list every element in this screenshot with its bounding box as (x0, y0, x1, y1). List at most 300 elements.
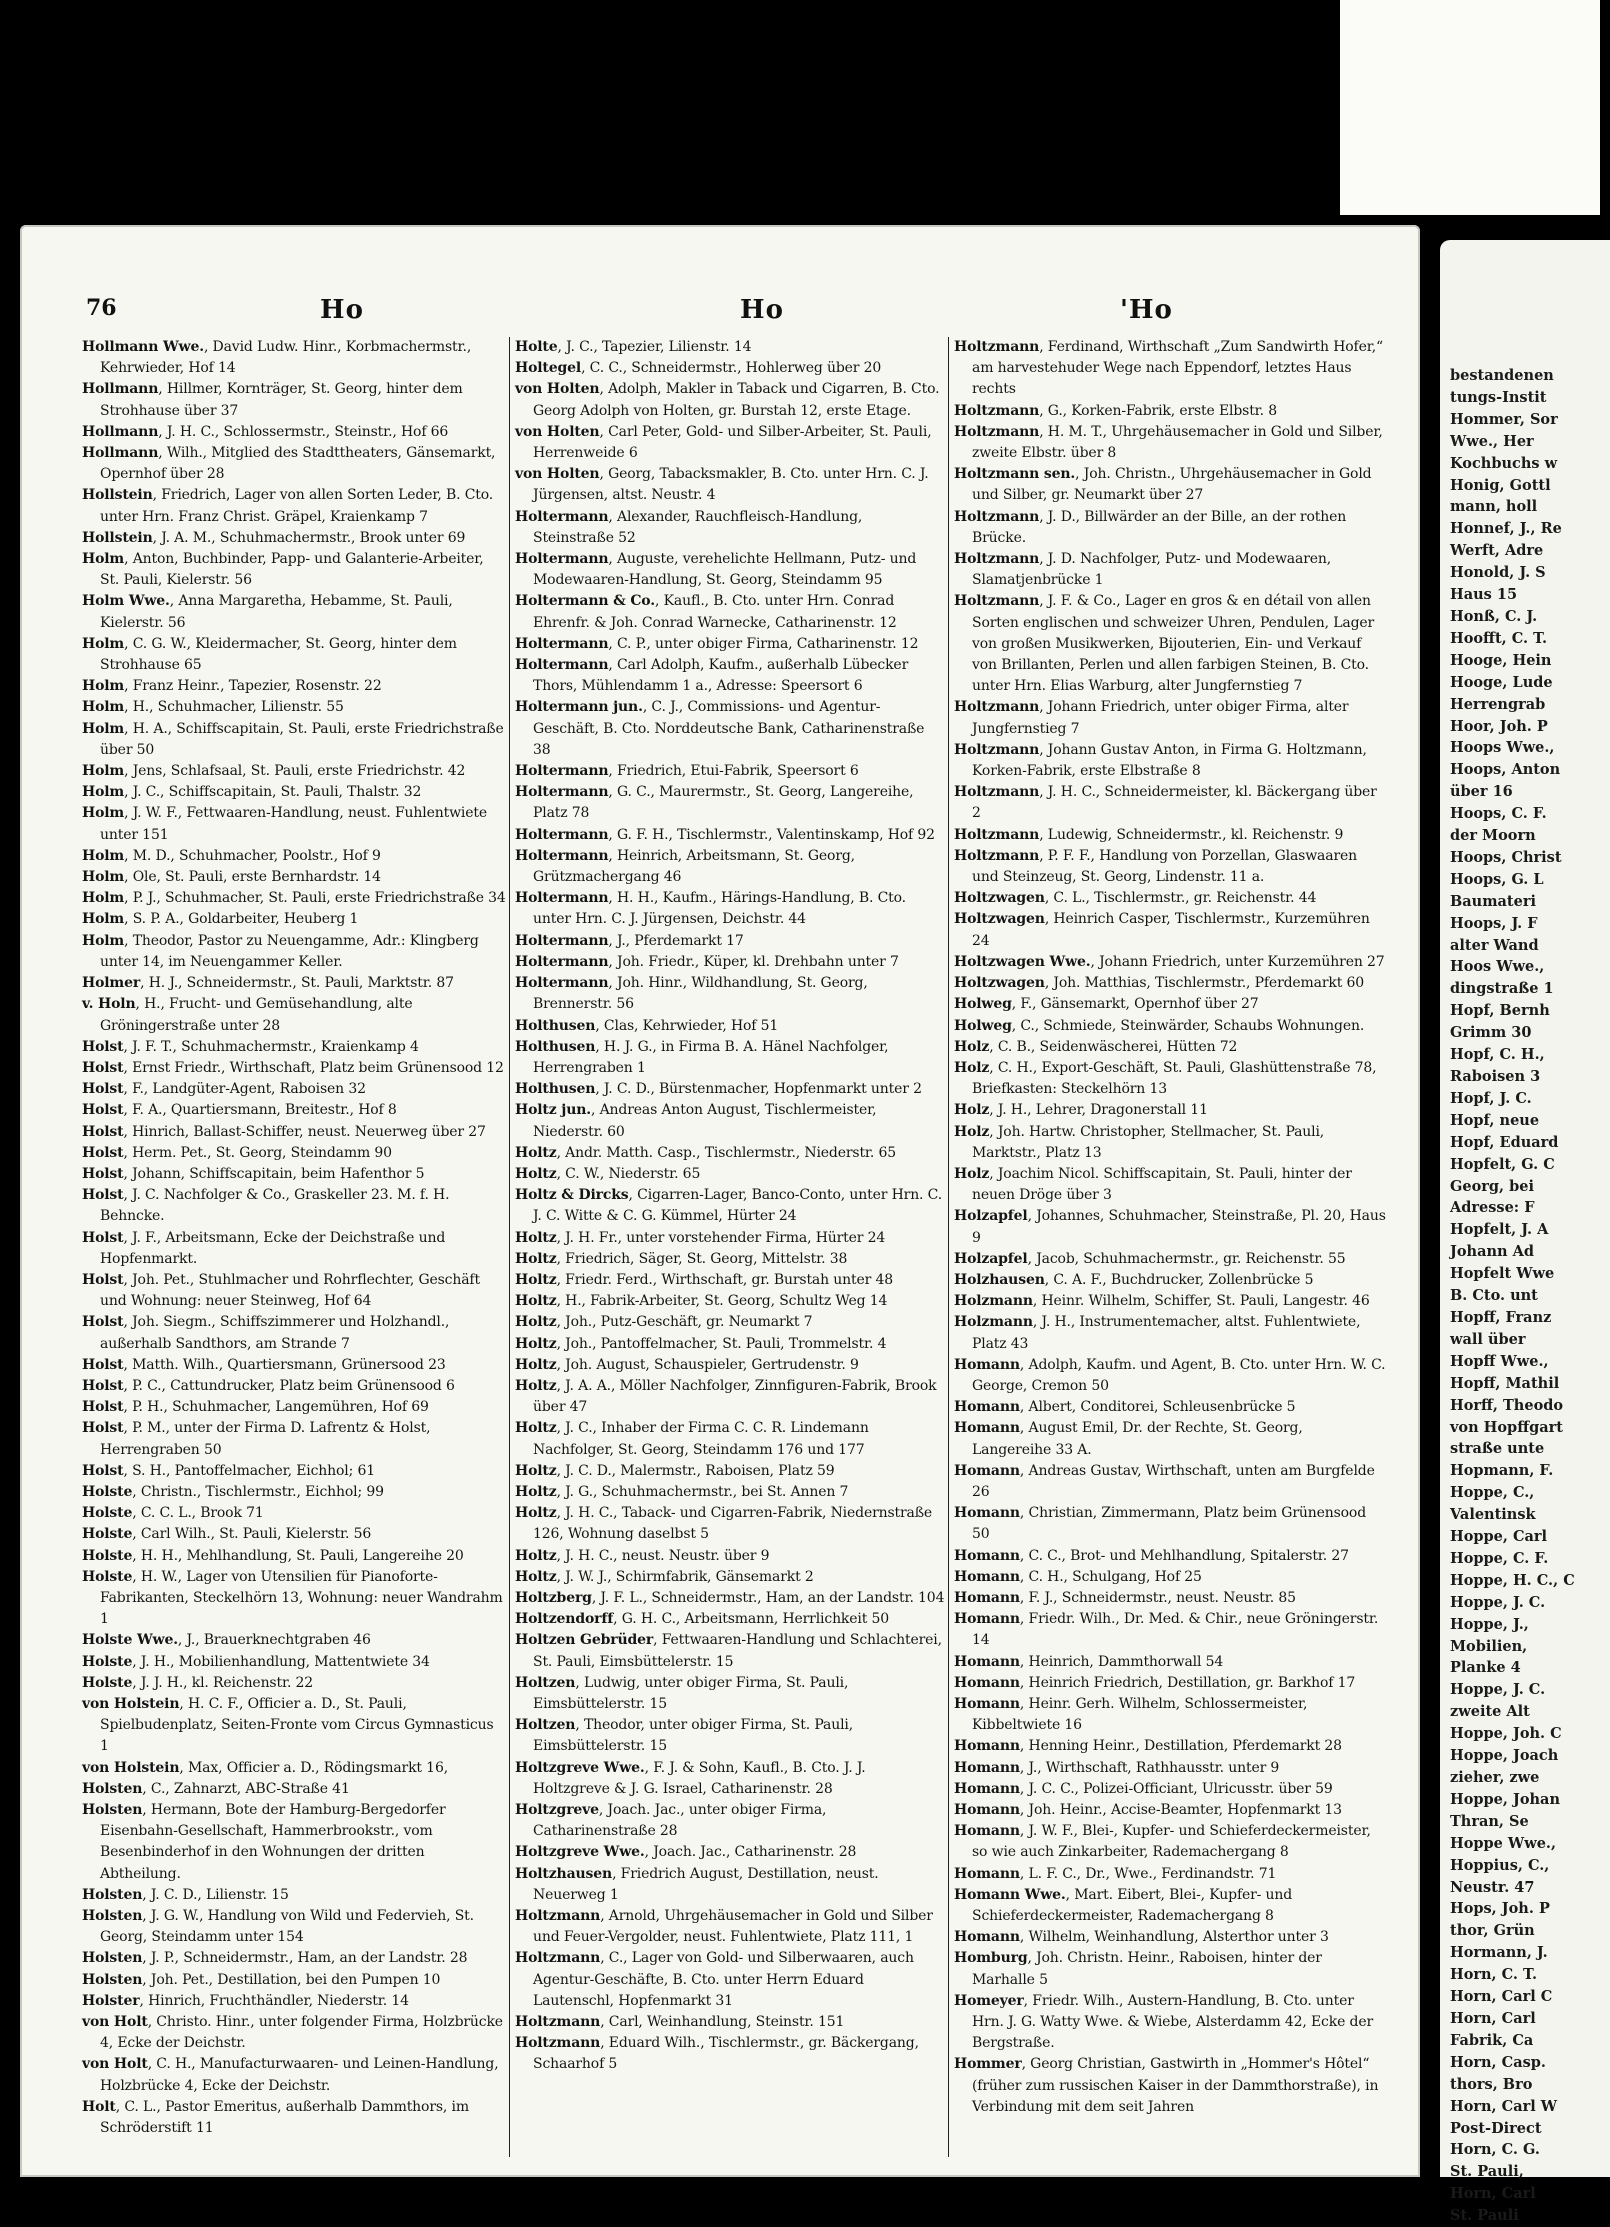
directory-entry: Holst, F. A., Quartiersmann, Breitestr., Hof 8 (82, 1102, 397, 1119)
directory-entry: Holtermann, G. F. H., Tischlermstr., Valentinskamp, Hof 92 (515, 826, 935, 843)
directory-entry: Holste, H. H., Mehlhandlung, St. Pauli, Langereihe 20 (82, 1547, 464, 1564)
entry-name: Holm (82, 678, 125, 695)
directory-entry: Holste Wwe., J., Brauerknechtgraben 46 (82, 1632, 371, 1649)
directory-entry: Holtegel, C. C., Schneidermstr., Hohlerweg über 20 (515, 360, 882, 377)
entry-name: Holtzwagen (954, 911, 1045, 928)
directory-entry: Holste, J. H., Mobilienhandlung, Mattentwiete 34 (82, 1653, 430, 1670)
entry-name: Holtzberg (515, 1589, 592, 1606)
adjacent-page-line: Adresse: F (1450, 1199, 1535, 1217)
entry-name: Holtermann (515, 847, 609, 864)
directory-entry: Holm, H., Schuhmacher, Lilienstr. 55 (82, 699, 344, 716)
entry-name: Holm (82, 932, 125, 949)
entry-name: Holtzmann (954, 402, 1040, 419)
entry-name: Holst (82, 1462, 124, 1479)
adjacent-page-text (1440, 365, 1575, 2227)
adjacent-page-line: Hoofft, C. T. (1450, 629, 1548, 647)
directory-entry: Holmer, H. J., Schneidermstr., St. Pauli, Marktstr. 87 (82, 975, 454, 992)
directory-entry: Holweg, F., Gänsemarkt, Opernhof über 27 (954, 996, 1259, 1013)
directory-entry: von Holstein, H. C. F., Officier a. D., St. Pauli, Spielbudenplatz, Seiten-Fronte vom Circus Gymnasticus 1 (82, 1696, 494, 1755)
adjacent-page-line: Hopmann, F. (1450, 1462, 1554, 1480)
adjacent-page-line: Hoops, Anton (1450, 761, 1561, 779)
column-divider (948, 337, 949, 2157)
directory-entry: Holtzmann, C., Lager von Gold- und Silberwaaren, auch Agentur-Geschäfte, B. Cto. unter Herrn Eduard Lautenschl, Hopfenmarkt 31 (515, 1950, 914, 2009)
entry-name: Holtermann (515, 657, 609, 674)
directory-entry: Homann, J. C. C., Polizei-Officiant, Ulricusstr. über 59 (954, 1780, 1333, 1797)
directory-entry: Holm, Franz Heinr., Tapezier, Rosenstr. 22 (82, 678, 382, 695)
directory-entry: Holtermann, Joh. Friedr., Küper, kl. Drehbahn unter 7 (515, 953, 899, 970)
entry-name: Hollmann (82, 381, 159, 398)
directory-entry: Holzmann, Heinr. Wilhelm, Schiffer, St. Pauli, Langestr. 46 (954, 1293, 1370, 1310)
adjacent-page-line: Hoppe, J. C. (1450, 1593, 1546, 1611)
directory-entry: Holste, C. C. L., Brook 71 (82, 1505, 264, 1522)
adjacent-page-line: Mobilien, (1450, 1637, 1528, 1655)
directory-entry: Holtz, J. W. J., Schirmfabrik, Gänsemarkt 2 (515, 1568, 814, 1585)
directory-entry: Holtz, J. H. C., neust. Neustr. über 9 (515, 1547, 770, 1564)
entry-name: Holm (82, 551, 125, 568)
entry-name: Holtzwagen Wwe. (954, 953, 1091, 970)
directory-entry: Homann, Christian, Zimmermann, Platz beim Grünensood 50 (954, 1505, 1367, 1543)
directory-entry: Holtzmann, J. H. C., Schneidermeister, kl. Bäckergang über 2 (954, 784, 1377, 822)
directory-entry: Hommer, Georg Christian, Gastwirth in „Hommer's Hôtel“ (früher zum russischen Kaiser in der Dammthorstraße), in Verbindung mit dem seit Jahren (954, 2056, 1379, 2115)
adjacent-page-line: Hooge, Hein (1450, 651, 1552, 669)
directory-entry: Holtz, Friedr. Ferd., Wirthschaft, gr. Burstah unter 48 (515, 1271, 893, 1288)
adjacent-page-line: Neustr. 47 (1450, 1878, 1535, 1896)
directory-entry: Holm, M. D., Schuhmacher, Poolstr., Hof 9 (82, 847, 381, 864)
entry-name: Holtzmann (954, 593, 1040, 610)
entry-name: Holtermann & Co. (515, 593, 655, 610)
adjacent-page-line: der Moorn (1450, 827, 1536, 845)
adjacent-page-line: Hops, Joh. P (1450, 1900, 1550, 1918)
entry-name: Holtzen (515, 1674, 576, 1691)
directory-entry: Holst, P. H., Schuhmacher, Langemühren, Hof 69 (82, 1399, 429, 1416)
entry-name: Holster (82, 1992, 140, 2009)
entry-name: Holtz (515, 1293, 557, 1310)
entry-name: Holtzgreve (515, 1802, 599, 1819)
directory-entry: Homann, J., Wirthschaft, Rathhausstr. unter 9 (954, 1759, 1280, 1776)
directory-entry: Holsten, J. G. W., Handlung von Wild und Federvieh, St. Georg, Steindamm unter 154 (82, 1908, 474, 1946)
directory-entry: Holthusen, J. C. D., Bürstenmacher, Hopfenmarkt unter 2 (515, 1081, 922, 1098)
directory-entry: Holtzwagen Wwe., Johann Friedrich, unter Kurzemühren 27 (954, 953, 1385, 970)
entry-name: Holtz (515, 1250, 557, 1267)
directory-entry: Holst, S. H., Pantoffelmacher, Eichhol; 61 (82, 1462, 376, 1479)
directory-entry: Holt, C. L., Pastor Emeritus, außerhalb Dammthors, im Schröderstift 11 (82, 2098, 469, 2137)
directory-entry: Holster, Hinrich, Fruchthändler, Niederstr. 14 (82, 1992, 409, 2009)
adjacent-page-line: Hoops, C. F. (1450, 805, 1547, 823)
entry-name: Holtz (515, 1271, 557, 1288)
entry-name: Holtzmann (954, 551, 1040, 568)
entry-name: Holzapfel (954, 1208, 1028, 1225)
directory-entry: Holtzen Gebrüder, Fettwaaren-Handlung und Schlachterei, St. Pauli, Eimsbüttelerstr. 15 (515, 1632, 942, 1670)
directory-entry: Holm, P. J., Schuhmacher, St. Pauli, erste Friedrichstraße 34 (82, 890, 506, 907)
entry-name: Holst (82, 1165, 124, 1182)
entry-name: Holtegel (515, 360, 582, 377)
entry-name: Homann (954, 1547, 1020, 1564)
entry-name: Holste (82, 1526, 133, 1543)
adjacent-page-line: von Hopffgart (1450, 1418, 1563, 1436)
directory-entry: Holtzmann, P. F. F., Handlung von Porzellan, Glaswaaren und Steinzeug, St. Georg, Lindenstr. 11 a. (954, 847, 1357, 886)
adjacent-page-line: Hopf, C. H., (1450, 1046, 1545, 1064)
entry-name: Holtz (515, 1377, 557, 1394)
directory-entry: Holzapfel, Jacob, Schuhmachermstr., gr. Reichenstr. 55 (954, 1250, 1346, 1267)
entry-name: Holtz jun. (515, 1102, 591, 1119)
directory-entry: Holste, Carl Wilh., St. Pauli, Kielerstr. 56 (82, 1526, 372, 1543)
entry-name: Holtermann jun. (515, 699, 643, 716)
entry-name: Homann (954, 1356, 1020, 1373)
entry-name: Holm (82, 911, 125, 928)
directory-entry: Holst, Johann, Schiffscapitain, beim Hafenthor 5 (82, 1165, 425, 1182)
entry-name: Holthusen (515, 1038, 596, 1055)
entry-name: Homann (954, 1929, 1020, 1946)
directory-entry: Holte, J. C., Tapezier, Lilienstr. 14 (515, 339, 752, 355)
entry-name: Holste (82, 1568, 133, 1585)
adjacent-page-line: Raboisen 3 (1450, 1068, 1541, 1085)
entry-name: Holt (82, 2098, 116, 2115)
directory-entry: Holste, Christn., Tischlermstr., Eichhol; 99 (82, 1483, 384, 1500)
directory-entry: Holtz, J. A. A., Möller Nachfolger, Zinnfiguren-Fabrik, Brook über 47 (515, 1377, 937, 1416)
entry-name: Holst (82, 1356, 124, 1373)
entry-name: Holste Wwe. (82, 1632, 178, 1649)
entry-name: Holtzmann (954, 423, 1040, 440)
directory-entry: Holtzmann, Johann Friedrich, unter obiger Firma, alter Jungfernstieg 7 (954, 699, 1349, 737)
directory-entry: Holtz, J. H. C., Taback- und Cigarren-Fabrik, Niedernstraße 126, Wohnung daselbst 5 (515, 1505, 933, 1543)
directory-entry: Homeyer, Friedr. Wilh., Austern-Handlung, B. Cto. unter Hrn. J. G. Watty Wwe. & Wiebe, Alsterdamm 42, Ecke der Bergstraße. (954, 1992, 1374, 2052)
directory-entry: Holtzmann, J. F. & Co., Lager en gros & en détail von allen Sorten englischen und schweizer Uhren, Pendulen, Lager von großen Musikwerken, Bijouterien, Ein- und Verkauf von Brillanten, Perlen und allen farbigen Steinen, B. Cto. unter Hrn. Elias Warburg, alter Jungfernstieg 7 (954, 593, 1375, 695)
directory-entry: Holtermann, J., Pferdemarkt 17 (515, 932, 744, 949)
entry-name: Holtz (515, 1314, 557, 1331)
entry-name: Holtermann (515, 784, 609, 801)
adjacent-page-line: Hopff, Franz (1450, 1308, 1552, 1326)
directory-entry: Holtermann, Carl Adolph, Kaufm., außerhalb Lübecker Thors, Mühlendamm 1 a., Adresse: Speersort 6 (515, 657, 909, 695)
directory-entry: Homann, Adolph, Kaufm. und Agent, B. Cto. unter Hrn. W. C. George, Cremon 50 (954, 1356, 1386, 1394)
directory-entry: Holtzgreve, Joach. Jac., unter obiger Firma, Catharinenstraße 28 (515, 1802, 827, 1840)
adjacent-page-line: zweite Alt (1450, 1703, 1530, 1721)
directory-entry: Homann Wwe., Mart. Eibert, Blei-, Kupfer- und Schieferdeckermeister, Rademachergang 8 (954, 1886, 1293, 1925)
adjacent-page-line: Honß, C. J. (1450, 607, 1538, 625)
entry-name: Holste (82, 1653, 133, 1670)
directory-entry: Holtzmann, Johann Gustav Anton, in Firma G. Holtzmann, Korken-Fabrik, erste Elbstraße 8 (954, 741, 1367, 780)
directory-entry: Holm, J. W. F., Fettwaaren-Handlung, neust. Fuhlentwiete unter 151 (82, 805, 487, 843)
directory-entry: Holtz, J. G., Schuhmachermstr., bei St. Annen 7 (515, 1483, 849, 1500)
column-divider (509, 337, 510, 2157)
adjacent-page-line: Hoppe, Carl (1450, 1528, 1548, 1546)
directory-entry: Holtzwagen, Joh. Matthias, Tischlermstr., Pferdemarkt 60 (954, 975, 1365, 992)
directory-entry: Hollstein, J. A. M., Schuhmachermstr., Brook unter 69 (82, 529, 466, 546)
directory-entry: Holtermann, Friedrich, Etui-Fabrik, Speersort 6 (515, 763, 859, 780)
entry-name: Holtz (515, 1568, 557, 1585)
entry-name: Homann (954, 1674, 1020, 1691)
directory-entry: Holst, F., Landgüter-Agent, Raboisen 32 (82, 1081, 366, 1098)
adjacent-page-line: thors, Bro (1450, 2075, 1533, 2093)
adjacent-page-line: Thran, Se (1450, 1812, 1529, 1830)
entry-name: Holthusen (515, 1081, 596, 1098)
directory-entry: Holtermann, Heinrich, Arbeitsmann, St. Georg, Grützmachergang 46 (515, 847, 855, 886)
directory-entry: Holsten, J. P., Schneidermstr., Ham, an der Landstr. 28 (82, 1950, 468, 1967)
directory-entry: Holtermann, Joh. Hinr., Wildhandlung, St. Georg, Brennerstr. 56 (515, 975, 868, 1013)
entry-name: Homann (954, 1653, 1020, 1670)
adjacent-page-line: Hopfelt Wwe (1450, 1265, 1555, 1283)
directory-entry: Holste, J. J. H., kl. Reichenstr. 22 (82, 1674, 314, 1691)
adjacent-page-line: Hommer, Sor (1450, 410, 1558, 428)
entry-name: Holm (82, 847, 125, 864)
directory-entry: Homann, Wilhelm, Weinhandlung, Alsterthor unter 3 (954, 1929, 1329, 1946)
directory-entry: Holtzmann, J. D., Billwärder an der Bille, an der rothen Brücke. (954, 508, 1347, 546)
page-number: 76 (86, 295, 117, 321)
adjacent-page-line: Hopf, J. C. (1450, 1089, 1532, 1107)
entry-name: von Holt (82, 2014, 148, 2031)
entry-name: Holm (82, 763, 125, 780)
adjacent-page-line: Horn, C. T. (1450, 1966, 1537, 1984)
entry-name: Holzapfel (954, 1250, 1028, 1267)
entry-name: Holm Wwe. (82, 593, 170, 610)
directory-entry: Holtz, Joh., Pantoffelmacher, St. Pauli, Trommelstr. 4 (515, 1335, 887, 1352)
directory-entry: Homann, Joh. Heinr., Accise-Beamter, Hopfenmarkt 13 (954, 1802, 1342, 1819)
adjacent-page-line: Honig, Gottl (1450, 476, 1551, 494)
entry-name: Holtzmann (954, 508, 1040, 525)
entry-name: Holz (954, 1165, 990, 1182)
entry-name: Holm (82, 869, 125, 886)
entry-name: Holm (82, 699, 125, 716)
entry-name: Holtzendorff (515, 1611, 614, 1628)
adjacent-page (1440, 240, 1610, 2225)
adjacent-page-line: Horn, Casp. (1450, 2053, 1546, 2071)
directory-entry: von Holstein, Max, Officier a. D., Rödingsmarkt 16, (82, 1759, 449, 1776)
entry-name: Holsten (82, 1950, 143, 1967)
entry-name: Holst (82, 1187, 124, 1204)
entry-name: Holm (82, 805, 125, 822)
directory-entry: Holst, P. M., unter der Firma D. Lafrentz & Holst, Herrengraben 50 (82, 1420, 431, 1458)
entry-name: Hollmann Wwe. (82, 339, 204, 355)
adjacent-page-line: Hormann, J. (1450, 1944, 1548, 1962)
entry-name: Holtermann (515, 635, 609, 652)
directory-entry: Holtzhausen, Friedrich August, Destillation, neust. Neuerweg 1 (515, 1865, 879, 1903)
directory-entry: Holtzen, Theodor, unter obiger Firma, St. Pauli, Eimsbüttelerstr. 15 (515, 1717, 854, 1755)
entry-name: Holtzmann (515, 1908, 601, 1925)
column-header-2: Ho (740, 295, 784, 325)
adjacent-page-line: St. Pauli (1450, 2207, 1519, 2225)
directory-entry: Holst, P. C., Cattundrucker, Platz beim Grünensood 6 (82, 1377, 455, 1394)
entry-name: Holm (82, 784, 125, 801)
entry-name: Homann (954, 1865, 1020, 1882)
adjacent-page-line: Horn, Carl W (1450, 2097, 1558, 2115)
adjacent-page-line: Post-Direct (1450, 2119, 1542, 2137)
directory-entry: Holst, Hinrich, Ballast-Schiffer, neust. Neuerweg über 27 (82, 1123, 486, 1140)
entry-name: Holtzmann (515, 2014, 601, 2031)
entry-name: Holtz (515, 1420, 557, 1437)
directory-entry: Holtzen, Ludwig, unter obiger Firma, St. Pauli, Eimsbüttelerstr. 15 (515, 1674, 849, 1712)
entry-name: von Holten (515, 423, 600, 440)
directory-entry: Holsten, Hermann, Bote der Hamburg-Bergedorfer Eisenbahn-Gesellschaft, Hammerbrookstr., vom Besenbinderhof in den Wohnungen der dritten Abtheilung. (82, 1802, 446, 1882)
directory-entry: Holtermann, C. P., unter obiger Firma, Catharinenstr. 12 (515, 635, 919, 652)
directory-entry: von Holten, Georg, Tabacksmakler, B. Cto. unter Hrn. C. J. Jürgensen, altst. Neustr. 4 (515, 466, 929, 504)
directory-entry: Holtzmann, Arnold, Uhrgehäusemacher in Gold und Silber und Feuer-Vergolder, neust. Fuhlentwiete, Platz 111, 1 (515, 1908, 933, 1946)
entry-name: Holtzmann (515, 1950, 601, 1967)
directory-entry: Holtzmann, G., Korken-Fabrik, erste Elbstr. 8 (954, 402, 1278, 419)
adjacent-page-line: Planke 4 (1450, 1659, 1521, 1677)
entry-name: Homann (954, 1823, 1020, 1840)
directory-entry: Hollmann, Hillmer, Kornträger, St. Georg, hinter dem Strohhause über 37 (82, 381, 463, 419)
directory-entry: Holm, J. C., Schiffscapitain, St. Pauli, Thalstr. 32 (82, 784, 422, 801)
entry-name: Homann (954, 1759, 1020, 1776)
directory-entry: Holtz, H., Fabrik-Arbeiter, St. Georg, Schultz Weg 14 (515, 1293, 888, 1310)
directory-entry: Holz, Joh. Hartw. Christopher, Stellmacher, St. Pauli, Marktstr., Platz 13 (954, 1123, 1325, 1161)
entry-name: Holm (82, 635, 125, 652)
entry-name: Homann (954, 1505, 1020, 1522)
adjacent-page-line: Johann Ad (1450, 1243, 1534, 1261)
adjacent-page-line: Hopf, Bernh (1450, 1002, 1550, 1020)
directory-entry: Holst, Matth. Wilh., Quartiersmann, Grünersood 23 (82, 1356, 446, 1373)
entry-name: Holst (82, 1144, 124, 1161)
directory-entry: Holsten, Joh. Pet., Destillation, bei den Pumpen 10 (82, 1971, 441, 1988)
entry-name: Holtz (515, 1483, 557, 1500)
entry-name: Holtz (515, 1165, 557, 1182)
adjacent-page-line: Hopf, Eduard (1450, 1133, 1559, 1151)
adjacent-page-line: Hoppe, J., (1450, 1615, 1529, 1633)
entry-name: Holtz (515, 1356, 557, 1373)
directory-entry: Holtzgreve Wwe., Joach. Jac., Catharinenstr. 28 (515, 1844, 857, 1861)
adjacent-page-line: Baumateri (1450, 892, 1537, 910)
entry-name: Holtermann (515, 763, 609, 780)
directory-entry: Holtermann, Auguste, verehelichte Hellmann, Putz- und Modewaaren-Handlung, St. Georg, Steindamm 95 (515, 551, 917, 589)
entry-name: Holst (82, 1229, 124, 1246)
directory-entry: Holtermann, H. H., Kaufm., Härings-Handlung, B. Cto. unter Hrn. C. J. Jürgensen, Deichstr. 44 (515, 890, 906, 928)
adjacent-page-line: über 16 (1450, 783, 1513, 801)
directory-entry: Holtz & Dircks, Cigarren-Lager, Banco-Conto, unter Hrn. C. J. C. Witte & C. G. Kümmel, Hürter 24 (515, 1187, 943, 1225)
adjacent-page-line: Hopff Wwe., (1450, 1352, 1549, 1370)
entry-name: Homann (954, 1611, 1020, 1628)
directory-entry: Holz, J. H., Lehrer, Dragonerstall 11 (954, 1102, 1208, 1119)
adjacent-page-line: Haus 15 (1450, 586, 1518, 604)
directory-entry: Holst, J. C. Nachfolger & Co., Graskeller 23. M. f. H. Behncke. (82, 1187, 450, 1225)
entry-name: Holst (82, 1377, 124, 1394)
entry-name: Holweg (954, 996, 1012, 1013)
entry-name: Holst (82, 1038, 124, 1055)
directory-entry: Homann, F. J., Schneidermstr., neust. Neustr. 85 (954, 1589, 1296, 1606)
directory-entry: Holste, H. W., Lager von Utensilien für Pianoforte-Fabrikanten, Steckelhörn 13, Wohnung: neuer Wandrahm 1 (82, 1568, 503, 1628)
entry-name: Homann (954, 1780, 1020, 1797)
adjacent-page-line: straße unte (1450, 1440, 1545, 1458)
entry-name: Hollmann (82, 423, 159, 440)
directory-entry: Holm Wwe., Anna Margaretha, Hebamme, St. Pauli, Kielerstr. 56 (82, 593, 453, 631)
directory-entry: Holtzgreve Wwe., F. J. & Sohn, Kaufl., B. Cto. J. J. Holtzgreve & J. G. Israel, Catharinenstr. 28 (515, 1759, 866, 1797)
directory-entry: Holweg, C., Schmiede, Steinwärder, Schaubs Wohnungen. (954, 1017, 1365, 1034)
adjacent-page-line: Hoor, Joh. P (1450, 717, 1548, 735)
entry-name: Holtzhausen (515, 1865, 613, 1882)
directory-entry: Holtz, J. C., Inhaber der Firma C. C. R. Lindemann Nachfolger, St. Georg, Steindamm 176 und 177 (515, 1420, 869, 1458)
entry-name: Holtermann (515, 826, 609, 843)
directory-entry: Holm, Ole, St. Pauli, erste Bernhardstr. 14 (82, 869, 381, 886)
adjacent-page-line: Horn, Carl C (1450, 1988, 1553, 2006)
directory-entry: Holthusen, Clas, Kehrwieder, Hof 51 (515, 1017, 779, 1034)
entry-name: Holst (82, 1059, 124, 1076)
adjacent-page-line: St. Pauli, (1450, 2163, 1524, 2181)
directory-entry: Holm, H. A., Schiffscapitain, St. Pauli, erste Friedrichstraße über 50 (82, 720, 504, 758)
entry-name: Holtzmann (954, 784, 1040, 801)
entry-name: Holst (82, 1420, 124, 1437)
adjacent-page-line: Hoppe, Joh. C (1450, 1725, 1562, 1743)
directory-entry: Holtermann, Alexander, Rauchfleisch-Handlung, Steinstraße 52 (515, 508, 863, 546)
directory-entry: Holtz, J. C. D., Malermstr., Raboisen, Platz 59 (515, 1462, 835, 1479)
adjacent-page-line: Honnef, J., Re (1450, 520, 1562, 538)
directory-entry: Homann, Andreas Gustav, Wirthschaft, unten am Burgfelde 26 (954, 1462, 1375, 1500)
adjacent-page-line: Horff, Theodo (1450, 1396, 1564, 1414)
column-header-3: 'Ho (1120, 295, 1173, 325)
directory-entry: Holz, C. H., Export-Geschäft, St. Pauli, Glashüttenstraße 78, Briefkasten: Steckelhörn 13 (954, 1059, 1377, 1098)
directory-entry: Holz, Joachim Nicol. Schiffscapitain, St. Pauli, hinter der neuen Dröge über 3 (954, 1165, 1352, 1204)
entry-name: Holste (82, 1547, 133, 1564)
adjacent-page-line: Hopfelt, J. A (1450, 1221, 1549, 1239)
next-leaf-edge (1340, 0, 1600, 215)
adjacent-page-line: Hoppe, Joach (1450, 1747, 1559, 1765)
directory-entry: Holtzberg, J. F. L., Schneidermstr., Ham, an der Landstr. 104 (515, 1589, 945, 1606)
directory-entry: Holtz, Andr. Matth. Casp., Tischlermstr., Niederstr. 65 (515, 1144, 897, 1161)
directory-entry: Holtz, Friedrich, Säger, St. Georg, Mittelstr. 38 (515, 1250, 848, 1267)
directory-entry: Holsten, C., Zahnarzt, ABC-Straße 41 (82, 1780, 350, 1797)
adjacent-page-line: Hoops, J. F (1450, 914, 1538, 932)
directory-entry: Homann, Albert, Conditorei, Schleusenbrücke 5 (954, 1399, 1296, 1416)
entry-name: Holsten (82, 1886, 143, 1903)
entry-name: Homann (954, 1462, 1020, 1479)
adjacent-page-line: Herrengrab (1450, 695, 1546, 713)
entry-name: von Holstein (82, 1759, 180, 1776)
directory-entry: Homann, C. H., Schulgang, Hof 25 (954, 1568, 1202, 1585)
entry-name: Holmer (82, 975, 141, 992)
entry-name: Holst (82, 1271, 124, 1288)
entry-name: Homann Wwe. (954, 1886, 1066, 1903)
entry-name: Holtermann (515, 890, 609, 907)
entry-name: Holtzmann (954, 699, 1040, 716)
entry-name: Holst (82, 1102, 124, 1119)
adjacent-page-line: Georg, bei (1450, 1177, 1535, 1195)
entries-column-1 (82, 337, 506, 2139)
directory-entry: Holst, Herm. Pet., St. Georg, Steindamm 90 (82, 1144, 392, 1161)
entry-name: Hollstein (82, 529, 153, 546)
directory-entry: Homann, Heinr. Gerh. Wilhelm, Schlossermeister, Kibbeltwiete 16 (954, 1696, 1308, 1734)
entry-name: Holtzmann sen. (954, 466, 1076, 483)
entry-name: Holzmann (954, 1314, 1033, 1331)
entry-name: Holsten (82, 1802, 143, 1819)
entry-name: Homann (954, 1568, 1020, 1585)
directory-entry: Hollmann, J. H. C., Schlossermstr., Steinstr., Hof 66 (82, 423, 449, 440)
entry-name: von Holt (82, 2056, 148, 2073)
directory-entry: Hollstein, Friedrich, Lager von allen Sorten Leder, B. Cto. unter Hrn. Franz Christ. Gräpel, Kraienkamp 7 (82, 487, 494, 525)
directory-entry: Hollmann Wwe., David Ludw. Hinr., Korbmachermstr., Kehrwieder, Hof 14 (82, 339, 472, 377)
entry-name: Holtz & Dircks (515, 1187, 629, 1204)
entry-name: Homann (954, 1399, 1020, 1416)
adjacent-page-line: Hopff, Mathil (1450, 1374, 1560, 1392)
entry-name: Holtz (515, 1144, 557, 1161)
entry-name: v. Holn (82, 996, 136, 1013)
directory-entry: Holtzmann, Eduard Wilh., Tischlermstr., gr. Bäckergang, Schaarhof 5 (515, 2035, 919, 2073)
adjacent-page-line: Hoppe Wwe., (1450, 1834, 1557, 1852)
entry-name: Holtz (515, 1335, 557, 1352)
entry-name: von Holstein (82, 1696, 180, 1712)
directory-entry: Holtzwagen, Heinrich Casper, Tischlermstr., Kurzemühren 24 (954, 911, 1370, 949)
entry-name: Holste (82, 1483, 133, 1500)
entry-name: Holtzmann (954, 826, 1040, 843)
entry-name: Holsten (82, 1971, 143, 1988)
directory-entry: Holtermann jun., C. J., Commissions- und Agentur-Geschäft, B. Cto. Norddeutsche Bank, Catharinenstraße 38 (515, 699, 925, 758)
directory-entry: Holtz jun., Andreas Anton August, Tischlermeister, Niederstr. 60 (515, 1102, 877, 1140)
entry-name: Holtermann (515, 508, 609, 525)
directory-entry: Holst, Joh. Siegm., Schiffszimmerer und Holzhandl., außerhalb Sandthors, am Strande 7 (82, 1314, 450, 1352)
adjacent-page-line: Horn, C. G. (1450, 2141, 1540, 2159)
entry-name: Holtzen (515, 1717, 576, 1734)
adjacent-page-line: Hoppe, C., (1450, 1484, 1535, 1502)
entry-name: Holtermann (515, 551, 609, 568)
adjacent-page-line: Hopfelt, G. C (1450, 1155, 1555, 1173)
entry-name: Holzmann (954, 1293, 1033, 1310)
entry-name: Hommer (954, 2056, 1022, 2073)
